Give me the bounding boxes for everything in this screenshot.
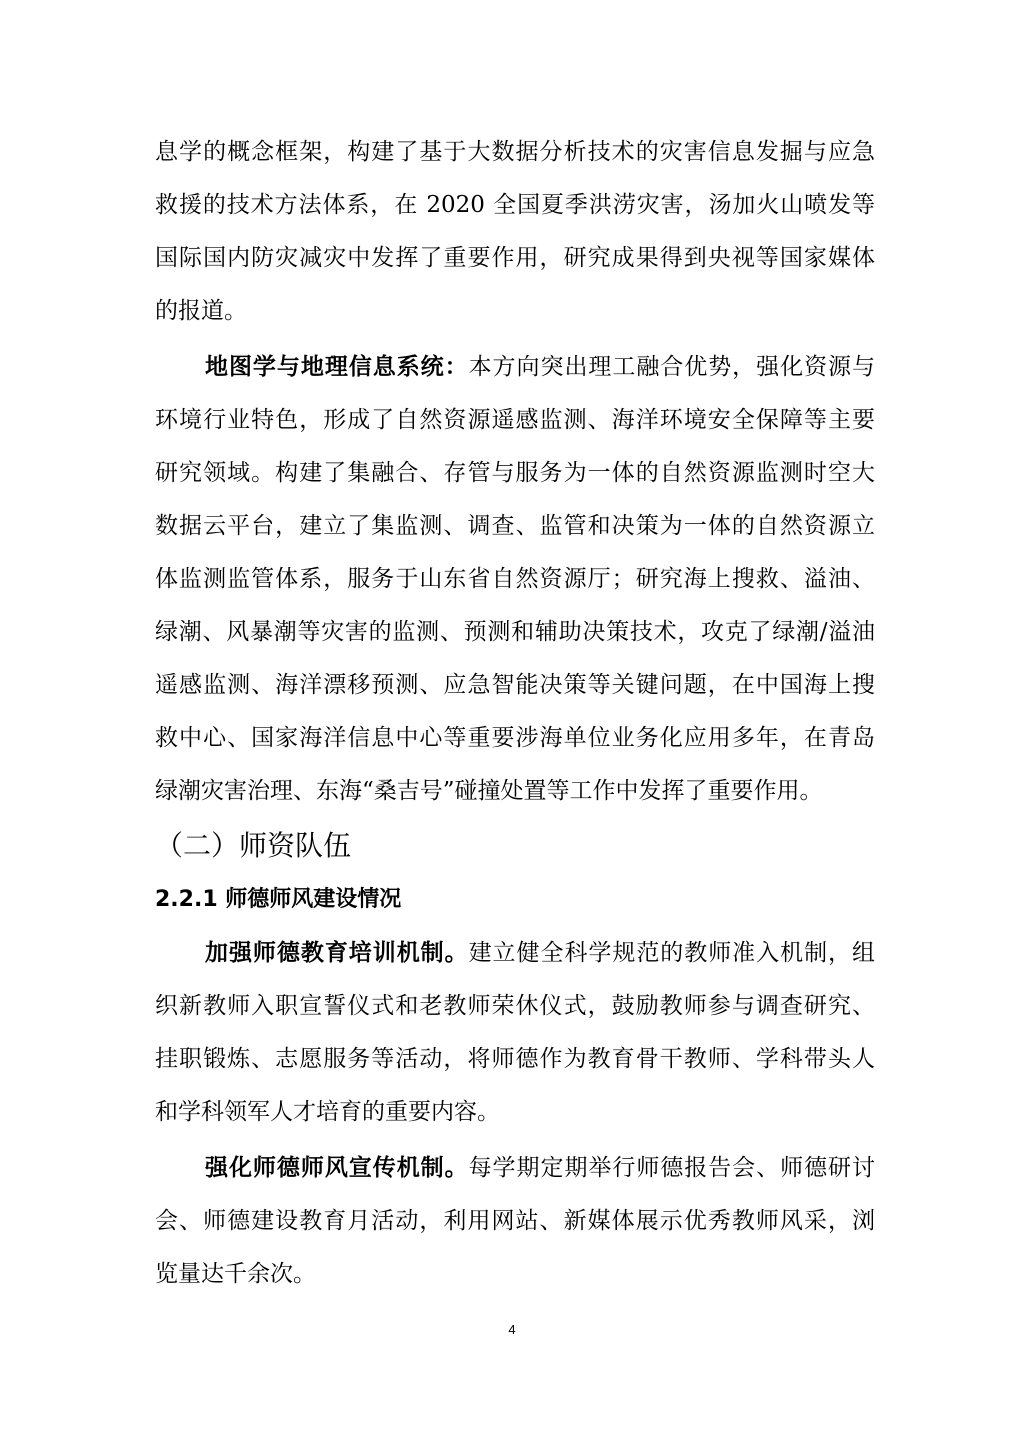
page-number: 4: [508, 1322, 516, 1337]
paragraph-text: 建立健全科学规范的教师准入机制，组: [468, 940, 876, 966]
paragraph-lead: 地图学与地理信息系统：: [205, 354, 469, 380]
paragraph-line: 遥感监测、海洋漂移预测、应急智能决策等关键问题，在中国海上搜: [155, 672, 875, 698]
paragraph-line: 绿潮灾害治理、东海“桑吉号”碰撞处置等工作中发挥了重要作用。: [155, 778, 823, 804]
paragraph-line: 会、师德建设教育月活动，利用网站、新媒体展示优秀教师风采，浏: [155, 1208, 875, 1234]
paragraph-first-line: [205, 1153, 875, 1183]
paragraph-line: 救援的技术方法体系，在 2020 全国夏季洪涝灾害，汤加火山喷发等: [155, 192, 875, 218]
paragraph-line: 研究领域。构建了集融合、存管与服务为一体的自然资源监测时空大: [155, 460, 875, 486]
section-heading: （二）师资队伍: [155, 829, 352, 862]
paragraph-line: 环境行业特色，形成了自然资源遥感监测、海洋环境安全保障等主要: [155, 407, 875, 433]
paragraph-line: 数据云平台，建立了集监测、调查、监管和决策为一体的自然资源立: [155, 513, 875, 539]
paragraph-line: 织新教师入职宣誓仪式和老教师荣休仪式，鼓励教师参与调查研究、: [155, 993, 875, 1019]
paragraph-text: 每学期定期举行师德报告会、师德研讨: [468, 1155, 876, 1181]
subsection-heading: 2.2.1 师德师风建设情况: [155, 887, 402, 912]
paragraph-line: 息学的概念框架，构建了基于大数据分析技术的灾害信息发掘与应急: [155, 139, 875, 165]
paragraph-line: 体监测监管体系，服务于山东省自然资源厅；研究海上搜救、溢油、: [155, 566, 875, 592]
paragraph-line: 和学科领军人才培育的重要内容。: [155, 1099, 500, 1125]
paragraph-line: 的报道。: [155, 298, 247, 324]
paragraph-line: 挂职锻炼、志愿服务等活动，将师德作为教育骨干教师、学科带头人: [155, 1046, 875, 1072]
paragraph-line: 救中心、国家海洋信息中心等重要涉海单位业务化应用多年，在青岛: [155, 725, 875, 751]
paragraph-line: 览量达千余次。: [155, 1261, 316, 1287]
paragraph-text: 本方向突出理工融合优势，强化资源与: [468, 354, 876, 380]
paragraph-line: 国际国内防灾减灾中发挥了重要作用，研究成果得到央视等国家媒体: [155, 245, 875, 271]
paragraph-lead: 加强师德教育培训机制。: [205, 940, 469, 966]
paragraph-first-line: [205, 938, 875, 968]
paragraph-line: 绿潮、风暴潮等灾害的监测、预测和辅助决策技术，攻克了绿潮/溢油: [155, 619, 875, 645]
paragraph-lead: 强化师德师风宣传机制。: [205, 1155, 469, 1181]
paragraph-first-line: [205, 352, 875, 382]
